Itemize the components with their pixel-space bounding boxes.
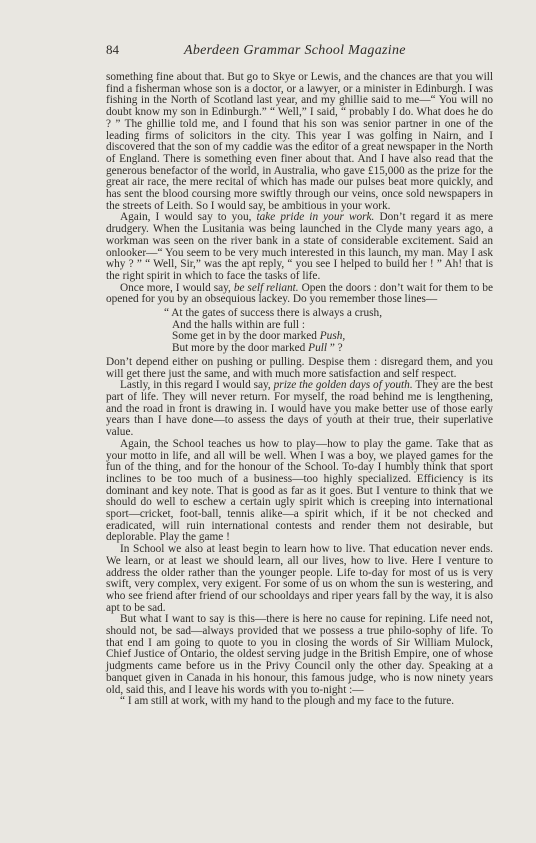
page-number: 84 [106, 42, 119, 57]
paragraph [106, 72, 493, 212]
text-run: “ I am still at work, with my hand to the plough and my face to the future. [120, 695, 455, 708]
text-run: something fine about that. But go to Skye or Lewis, and the chances are that you will find a fisherman whose son is a doctor, or a lawyer, or a minister in Edinburgh. I was fishing in the North of Scotland last year, and my ghillie said to me—“ You will no doubt know my son in Edinburgh.” “ Well,” I said, “ probably I do. What does he do ? ” The ghillie told me, and I found that his son was senior partner in one of the leading firms of solicitors in the city. This year I was golfing in Nairn, and I discovered that the son of my caddie was the editor of a great newspaper in the North of England. There is something even finer about that. And I have also read that the generous benefactor of the world, in Australia, who gave £15,000 as the prize for the great air race, the mere recital of which has made our pulses beat more quickly, and has sent the blood coursing more swiftly through our veins, once sold newspapers in the streets of Leith. So I would say, be ambitious in your work. [106, 71, 493, 212]
paragraph [106, 357, 493, 380]
text-run: Don’t depend either on pushing or pulling. Despise them : disregard them, and you will get there just the same, and with much more satisfaction and self respect. [106, 355, 493, 380]
italic-phrase: take pride in your work. [256, 211, 375, 224]
text-run: And the halls within are full : [172, 318, 306, 331]
text-run: ” ? [327, 342, 343, 355]
text-run: They are the best part of life. They will never return. For myself, the road behind me is lengthening, and the road in front is drawing in. I would have you make better use of those early years than I have done—to assess the days of youth at their true, their superlative value. [106, 379, 493, 439]
article-body [106, 72, 493, 708]
italic-phrase: prize the golden days of youth. [273, 379, 413, 392]
text-run: In School we also at least begin to learn how to live. That education never ends. We learn, or at least we should learn, all our lives, how to live. Here I venture to address the older rather than the younger people. Life to-day for most of us is very swift, very complex, very exigent. For some of us on whom the sun is westering, and who see friend after friend of our schooldays and riper years fall by the way, it is also apt to be sad. [106, 543, 493, 614]
verse-line [172, 343, 493, 355]
paragraph [106, 696, 493, 708]
paragraphs-after-verse [106, 357, 493, 708]
running-head [106, 42, 493, 72]
paragraph [106, 283, 493, 306]
paragraph [106, 380, 493, 439]
paragraph [106, 212, 493, 282]
text-run: “ At the gates of success there is always a crush, [164, 307, 383, 320]
text-run: Once more, I would say, [120, 281, 234, 294]
text-run: Again, I would say to you, [120, 211, 257, 224]
text-run: Open the doors : don’t wait for them to be opened for you by an obsequious lackey. Do you remember those lines— [106, 281, 493, 306]
text-run: Lastly, in this regard I would say, [120, 379, 274, 392]
italic-phrase: Pull [308, 342, 327, 355]
paragraphs-before-verse [106, 72, 493, 306]
verse-quotation [164, 308, 493, 355]
text-run: Don’t regard it as mere drudgery. When the Lusitania was being launched in the Clyde many years ago, a workman was seen on the river bank in a state of considerable excitement. Said an onlooker—“ You seem to be very much interested in this launch, my man. May I ask why ? ” “ Well, Sir,” was the apt reply, “ you see I helped to build her ! ” Ah! that is the right spirit in which to face the tasks of life. [106, 211, 494, 282]
text-run: Again, the School teaches us how to play—how to play the game. Take that as your motto in life, and all will be well. When I was a boy, we played games for the fun of the thing, and for the honour of the School. To-day I humbly think that sport inclines to be too much of a business—too highly specialized. Efficiency is its dominant and key note. That is good as far as it goes. But I venture to think that we should do well to eschew a certain ugly spirit which is creeping into international sport—cricket, foot-ball, tennis alike—a spirit which, if it be not checked and eradicated, will ruin international contests and render them not desirable, but deplorable. Play the game ! [106, 437, 493, 544]
journal-title: Aberdeen Grammar School Magazine [184, 43, 406, 58]
italic-phrase: Push, [319, 330, 346, 343]
text-run: But what I want to say is this—there is here no cause for repining. Life need not, should not, be sad—always provided that we possess a true philo-sophy of life. To that end I am going to quote to you in closing the words of Sir William Mulock, Chief Justice of Ontario, the oldest serving judge in the British Empire, one of whose judgments came before us in the Privy Council only the other day. Speaking at a banquet given in Canada in his honour, this famous judge, who is now ninety years old, said this, and I leave his words with you to-night :— [106, 613, 493, 696]
italic-phrase: be self reliant. [233, 281, 299, 294]
paragraph [106, 544, 493, 614]
paragraph [106, 614, 493, 696]
text-run: Some get in by the door marked [172, 330, 320, 343]
paragraph [106, 439, 493, 544]
text-run: But more by the door marked [172, 342, 309, 355]
